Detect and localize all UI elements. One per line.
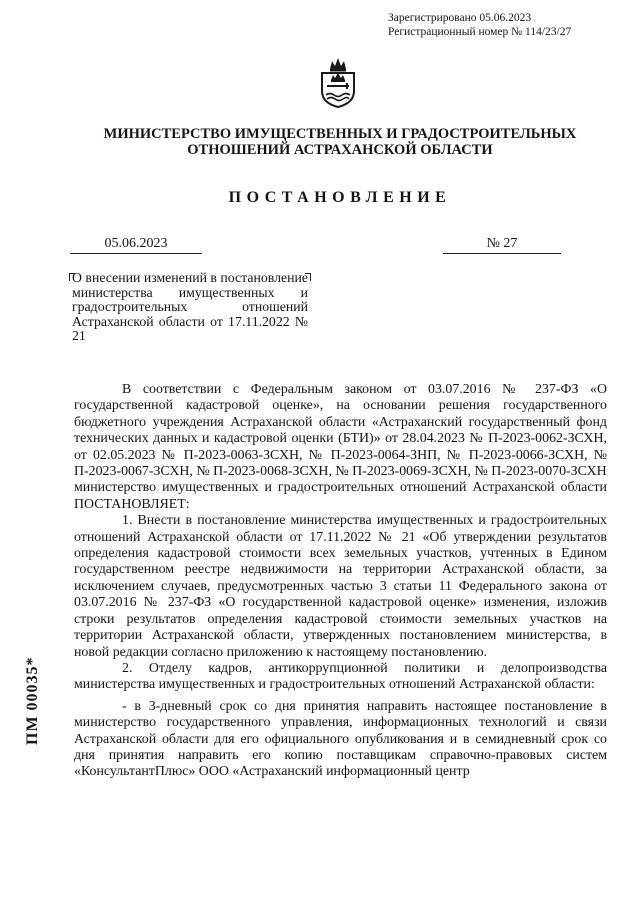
clause-1: 1. Внести в постановление министерства имущественных и градостроительных отношений Астраханской области от 17.11.2022 № 21 «Об утверждении результатов определения кадастровой стоимости всех земельных участков, учтенных в Едином государственном реестре недвижимости на территории Астраханской области, за исключением случаев, предусмотренных частью 3 статьи 11 Федерального закона от 03.07.2016 № 237-ФЗ «О государственной кадастровой оценке» изменения, изложив строки результатов определения кадастровой стоимости земельных участков на территории Астраханской области, утвержденных постановлением министерства, в новой редакции согласно приложению к настоящему постановлению. (74, 513, 607, 660)
ministry-name-line2: ОТНОШЕНИЙ АСТРАХАНСКОЙ ОБЛАСТИ (187, 142, 493, 158)
document-body (74, 382, 607, 781)
registration-date: Зарегистрировано 05.06.2023 (388, 12, 532, 24)
margin-stamp: ПМ 00035* (24, 655, 41, 745)
astrakhan-coat-of-arms-icon (318, 55, 358, 109)
document-subject (72, 271, 308, 344)
subject-corner-mark-right (305, 273, 311, 281)
registration-number: Регистрационный номер № 114/23/27 (388, 26, 572, 38)
subject-text: О внесении изменений в постановление министерства имущественных и градостроительных отношений Астраханской области от 17.11.2022 № 21 (72, 270, 308, 344)
ministry-name (40, 126, 640, 158)
ministry-name-line1: МИНИСТЕРСТВО ИМУЩЕСТВЕННЫХ И ГРАДОСТРОИТЕЛЬНЫХ (103, 126, 577, 142)
resolution-paragraph: министерство имущественных и градостроительных отношений Астраханской области ПОСТАНОВЛЯЕТ: (74, 480, 607, 512)
document-number: № 27 (443, 236, 561, 254)
clause-2: 2. Отделу кадров, антикоррупционной политики и делопроизводства министерства имущественных и градостроительных отношений Астраханской области: (74, 660, 607, 693)
preamble-paragraph: В соответствии с Федеральным законом от 03.07.2016 № 237-ФЗ «О государственной кадастровой оценке», на основании решения государственного бюджетного учреждения Астраханской области «Астраханский государственный фонд технических данных и кадастровой оценки (БТИ)» от 28.04.2023 № П-2023-0062-ЗСХН, от 02.05.2023 № П-2023-0063-ЗСХН, № П-2023-0064-ЗНП, № П-2023-0066-ЗСХН, № П-2023-0067-ЗСХН, № П-2023-0068-ЗСХН, № П-2023-0069-ЗСХН, № П-2023-0070-ЗСХН (74, 382, 607, 480)
clause-2-subitem: - в 3-дневный срок со дня принятия направить настоящее постановление в министерство государственного управления, информационных технологий и связи Астраханской области для его официального опубликования и в семидневный срок со дня принятия направить его копию поставщикам справочно-правовых систем «КонсультантПлюс» ООО «Астраханский информационный центр (74, 698, 607, 780)
document-type-title: ПОСТАНОВЛЕНИЕ (228, 189, 452, 206)
subject-corner-mark-left (69, 273, 75, 281)
registration-stamp (388, 11, 571, 39)
document-date: 05.06.2023 (70, 236, 202, 254)
